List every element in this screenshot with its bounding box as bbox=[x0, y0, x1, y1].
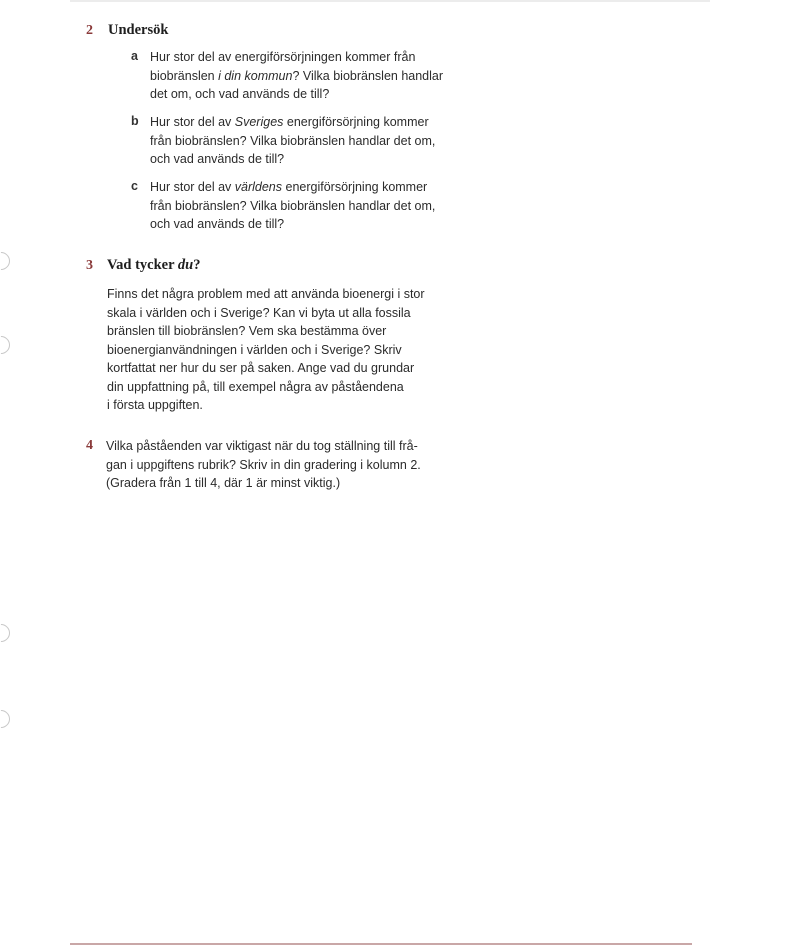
binder-hole-mark bbox=[0, 332, 14, 357]
text-line: från biobränslen? Vilka biobränslen handlar det om, bbox=[150, 198, 436, 213]
question-heading: Undersök bbox=[108, 22, 169, 38]
question-number: 4 bbox=[86, 438, 93, 453]
question-heading bbox=[107, 257, 200, 274]
binder-hole-mark bbox=[0, 706, 14, 731]
text-line: och vad används de till? bbox=[150, 152, 285, 166]
text-line: det om, och vad används de till? bbox=[150, 87, 330, 101]
text-line: (Gradera från 1 till 4, där 1 är minst viktig.) bbox=[106, 476, 341, 490]
text-line: skala i världen och i Sverige? Kan vi byta ut alla fossila bbox=[107, 305, 411, 320]
sub-item-c-text bbox=[150, 178, 435, 234]
question-3-text bbox=[107, 285, 425, 415]
binder-hole-mark bbox=[0, 248, 14, 273]
question-number: 2 bbox=[86, 23, 93, 38]
heading-text: Vad tycker bbox=[107, 257, 178, 273]
text-line: Hur stor del av världens energiförsörjning kommer bbox=[150, 180, 428, 194]
italic-emphasis: Sveriges bbox=[234, 115, 284, 129]
sub-item-letter: c bbox=[131, 179, 138, 193]
text-line: Hur stor del av Sveriges energiförsörjning kommer bbox=[150, 115, 429, 129]
text-line: gan i uppgiftens rubrik? Skriv in din gradering i kolumn 2. bbox=[106, 457, 421, 472]
text-line: din uppfattning på, till exempel några av påståendena bbox=[107, 379, 404, 394]
text-line: i första uppgiften. bbox=[107, 398, 203, 412]
question-number: 3 bbox=[86, 258, 93, 273]
italic-emphasis: världens bbox=[234, 180, 283, 194]
bottom-rule bbox=[70, 943, 692, 945]
heading-emphasis: du bbox=[177, 257, 194, 273]
sub-item-b-text bbox=[150, 113, 435, 169]
text-line: från biobränslen? Vilka biobränslen handlar det om, bbox=[150, 133, 436, 148]
text-line: Vilka påståenden var viktigast när du tog ställning till frå- bbox=[106, 439, 418, 453]
text-line: bränslen till biobränslen? Vem ska bestämma över bbox=[107, 324, 387, 338]
text-line: bioenergianvändningen i världen och i Sverige? Skriv bbox=[107, 342, 402, 357]
heading-end: ? bbox=[193, 257, 201, 273]
question-4-text bbox=[106, 437, 421, 493]
text-line: Hur stor del av energiförsörjningen kommer från bbox=[150, 50, 416, 64]
binder-hole-mark bbox=[0, 620, 14, 645]
text-line: Finns det några problem med att använda bioenergi i stor bbox=[107, 287, 425, 301]
sub-item-letter: b bbox=[131, 114, 139, 128]
text-line: och vad används de till? bbox=[150, 217, 285, 231]
sub-item-a-text bbox=[150, 48, 443, 104]
italic-emphasis: i din kommun bbox=[218, 68, 293, 83]
text-line: biobränslen i din kommun? Vilka biobränslen handlar bbox=[150, 68, 444, 83]
sub-item-letter: a bbox=[131, 49, 138, 63]
text-line: kortfattat ner hur du ser på saken. Ange vad du grundar bbox=[107, 361, 415, 375]
top-rule bbox=[70, 0, 710, 2]
